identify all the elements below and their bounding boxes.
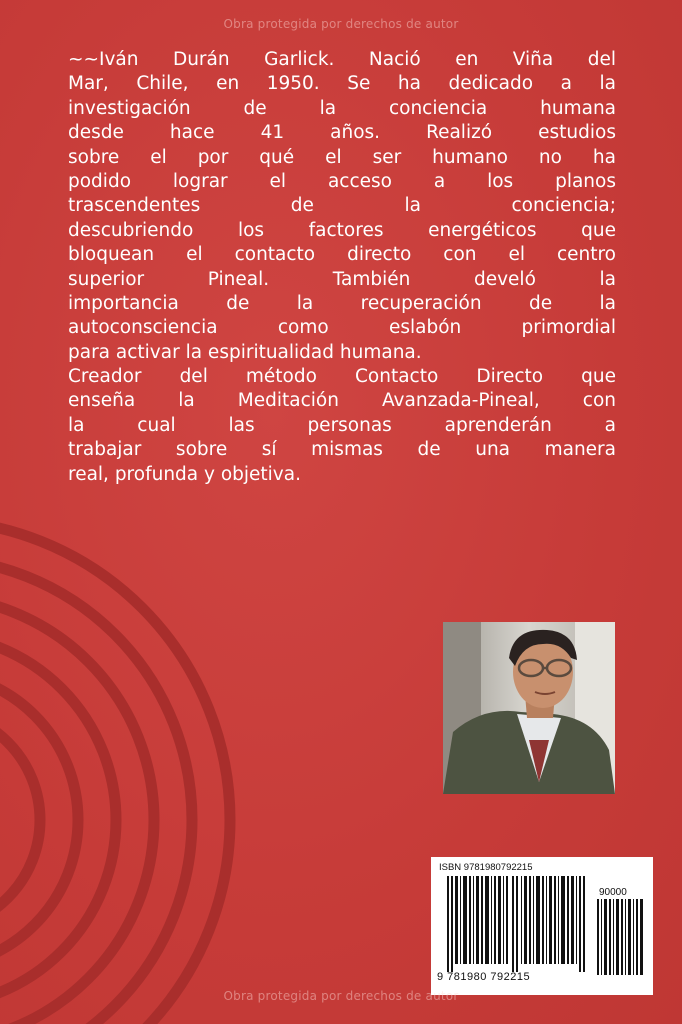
- bio-line: podido lograr el acceso a los planos: [68, 170, 616, 192]
- author-portrait-icon: [443, 622, 615, 794]
- bio-line: investigación de la conciencia humana: [68, 97, 616, 119]
- bio-line: autoconsciencia como eslabón primordial: [68, 317, 616, 339]
- bio-line: para activar la espiritualidad humana.: [68, 341, 422, 363]
- bio-line: real, profunda y objetiva.: [68, 463, 301, 485]
- bio-line: desde hace 41 años. Realizó estudios: [68, 122, 616, 144]
- bio-line: superior Pineal. También develó la: [68, 268, 616, 290]
- bio-line: la cual las personas aprenderán a: [68, 414, 616, 436]
- price-code: 90000: [599, 887, 627, 898]
- bio-line: Creador del método Contacto Directo que: [68, 366, 616, 388]
- bio-line: trabajar sobre sí mismas de una manera: [68, 439, 616, 461]
- ean-digits: 9 781980 792215: [437, 971, 531, 983]
- ean-barcode-bars: [445, 876, 593, 972]
- bio-line: Mar, Chile, en 1950. Se ha dedicado a la: [68, 73, 616, 95]
- bio-line: descubriendo los factores energéticos que: [68, 219, 616, 241]
- bio-line: enseña la Meditación Avanzada-Pineal, con: [68, 390, 616, 412]
- watermark-top: Obra protegida por derechos de autor: [223, 17, 459, 31]
- author-bio: [68, 48, 616, 487]
- bio-line: bloquean el contacto directo con el centro: [68, 244, 616, 266]
- bio-line: trascendentes de la conciencia;: [68, 195, 616, 217]
- isbn-label: ISBN 9781980792215: [439, 862, 533, 873]
- concentric-rings-decoration: [0, 520, 240, 1024]
- addon-barcode-bars: [596, 899, 644, 975]
- isbn-barcode: [431, 857, 653, 995]
- bio-line: sobre el por qué el ser humano no ha: [68, 146, 616, 168]
- bio-line: ~~Iván Durán Garlick. Nació en Viña del: [68, 49, 616, 70]
- bio-line: importancia de la recuperación de la: [68, 292, 616, 314]
- author-photo: [443, 622, 615, 794]
- watermark-bottom: Obra protegida por derechos de autor: [223, 989, 459, 1003]
